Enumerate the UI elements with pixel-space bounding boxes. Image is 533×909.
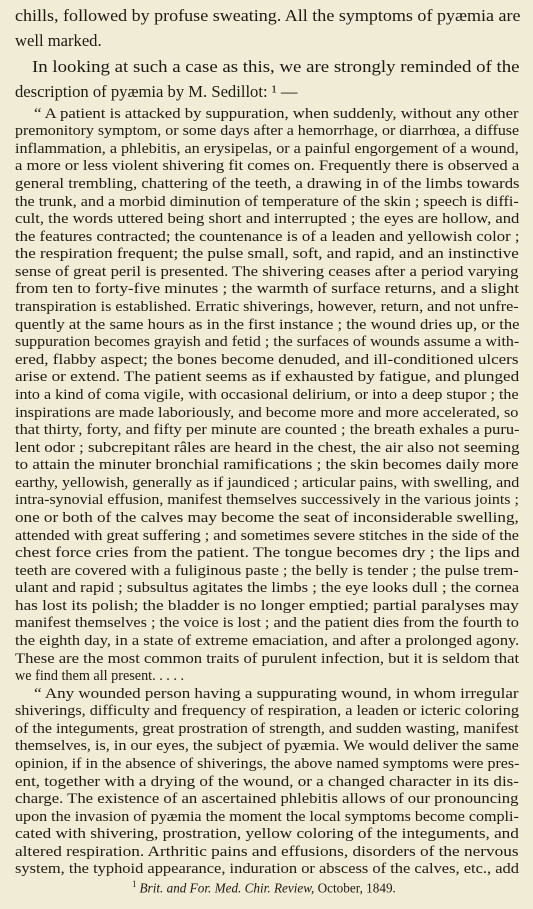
quote-line: quently at the same hours as in the first instance ; the wound dries up, or the: [15, 316, 520, 333]
quote-line: premonitory symptom, or some days after a hemorrhage, or diarrhœa, a diffuse: [15, 123, 520, 140]
quote-line: lent odor ; subcrepitant râles are heard in the chest, the air also not seeming: [15, 439, 520, 456]
quote-line: suppuration becomes grayish and fetid ; the surfaces of wounds assume a with-: [15, 334, 520, 351]
quote-line: shiverings, difficulty and frequency of respiration, a leaden or icteric coloring: [15, 703, 519, 720]
quote-line: ered, flabby aspect; the bones become denuded, and ill-conditioned ulcers: [15, 351, 519, 368]
quote-line: altered respiration. Arthritic pains and effusions, disorders of the nervous: [15, 843, 519, 860]
quote-line: has lost its polish; the bladder is no longer emptied; partial paralyses may: [15, 597, 519, 614]
quote-line: transpiration is established. Erratic shiverings, however, return, and not unfre-: [15, 299, 519, 316]
quote-line: ulant and rapid ; subsultus agitates the limbs ; the eye looks dull ; the cornea: [15, 580, 520, 597]
quote-line: one or both of the calves may become the seat of inconsiderable swelling,: [15, 509, 519, 526]
quote-line: charge. The existence of an ascertained phlebitis allows of our pronouncing: [15, 791, 519, 808]
quote-line: that thirty, forty, and fifty per minute are counted ; the breath exhales a puru-: [15, 422, 520, 439]
quote-line: the respiration frequent; the pulse small, soft, and rapid, and an instinctive: [15, 246, 519, 263]
quote-line: opinion, if in the absence of shiverings, the above named symptoms were pres-: [15, 755, 520, 772]
quote-line: chest force cries from the patient. The tongue becomes dry ; the lips and: [15, 545, 520, 562]
quote-line: cated with shivering, prostration, yellow coloring of the integuments, and: [15, 826, 519, 843]
quote-line: ent, together with a drying of the wound, or a changed character in its dis-: [15, 773, 519, 790]
quote-line: “ Any wounded person having a suppurating wound, in whom irregular: [34, 685, 519, 702]
intro-line: chills, followed by profuse sweating. All the symptoms of pyæmia are: [15, 6, 521, 25]
quote-line: we find them all present. . . . .: [15, 668, 185, 685]
quote-line: the eighth day, in a state of extreme emaciation, and after a prolonged agony.: [15, 632, 520, 649]
quote-line: teeth are covered with a fuliginous paste ; the belly is tender ; the pulse trem-: [15, 562, 519, 579]
quote-line: general trembling, chattering of the teeth, a drawing in of the limbs towards: [15, 176, 520, 193]
intro-line: description of pyæmia by M. Sedillot: ¹ —: [15, 82, 298, 101]
intro-line: well marked.: [15, 31, 102, 50]
quote-line: inflammation, a phlebitis, an erysipelas, or a painful engorgement of a wound,: [15, 140, 519, 157]
quote-line: sense of great peril is presented. The shivering ceases after a period varying: [15, 263, 519, 280]
quote-line: cult, the words uttered being short and interrupted ; the eyes are hollow, and: [15, 211, 520, 228]
quote-line: arise or extend. The patient seems as if exhausted by fatigue, and plunged: [15, 369, 520, 386]
quote-line: upon the invasion of pyæmia the moment the local symptoms become compli-: [15, 808, 519, 825]
quote-line: a more or less violent shivering fit comes on. Frequently there is observed a: [15, 158, 520, 175]
quote-line: from ten to forty-five minutes ; the warmth of surface returns, and a slight: [15, 281, 519, 298]
footnote-marker: 1: [132, 879, 137, 889]
quote-line: system, the typhoid appearance, induration or abscess of the calves, etc., add: [15, 861, 519, 878]
quote-line: These are the most common traits of purulent infection, but it is seldom that: [15, 650, 520, 667]
quote-line: earthy, yellowish, generally as if jaundiced ; articular pains, with swelling, and: [15, 474, 520, 491]
quote-line: into a kind of coma vigile, with occasional delirium, or into a deep stupor ; the: [15, 386, 519, 403]
footnote-date: October, 1849.: [314, 880, 396, 896]
intro-line: In looking at such a case as this, we are strongly reminded of the: [32, 57, 520, 76]
quote-line: of the integuments, great prostration of strength, and sudden wasting, manifest: [15, 720, 519, 737]
quote-line: to attain the minuter bronchial ramifications ; the skin becomes daily more: [15, 457, 519, 474]
quote-line: “ A patient is attacked by suppuration, when suddenly, without any other: [34, 105, 519, 122]
quote-line: inspirations are made laboriously, and become more and more accelerated, so: [15, 404, 519, 421]
quote-line: the trunk, and a morbid diminution of temperature of the skin ; speech is diffi-: [15, 193, 519, 210]
quote-line: intra-synovial effusion, manifest themselves successively in the various joints ;: [15, 492, 519, 509]
quote-line: the features contracted; the countenance is of a leaden and yellowish color ;: [15, 228, 520, 245]
quote-line: manifest themselves ; the voice is lost ; and the patient dies from the fourth to: [15, 615, 519, 632]
footnote-source: Brit. and For. Med. Chir. Review,: [139, 880, 315, 896]
footnote: [132, 880, 396, 895]
quote-line: themselves, is, in our eyes, the subject of pyæmia. We would deliver the same: [15, 738, 519, 755]
quote-line: attended with great suffering ; and sometimes severe stitches in the side of the: [15, 527, 519, 544]
